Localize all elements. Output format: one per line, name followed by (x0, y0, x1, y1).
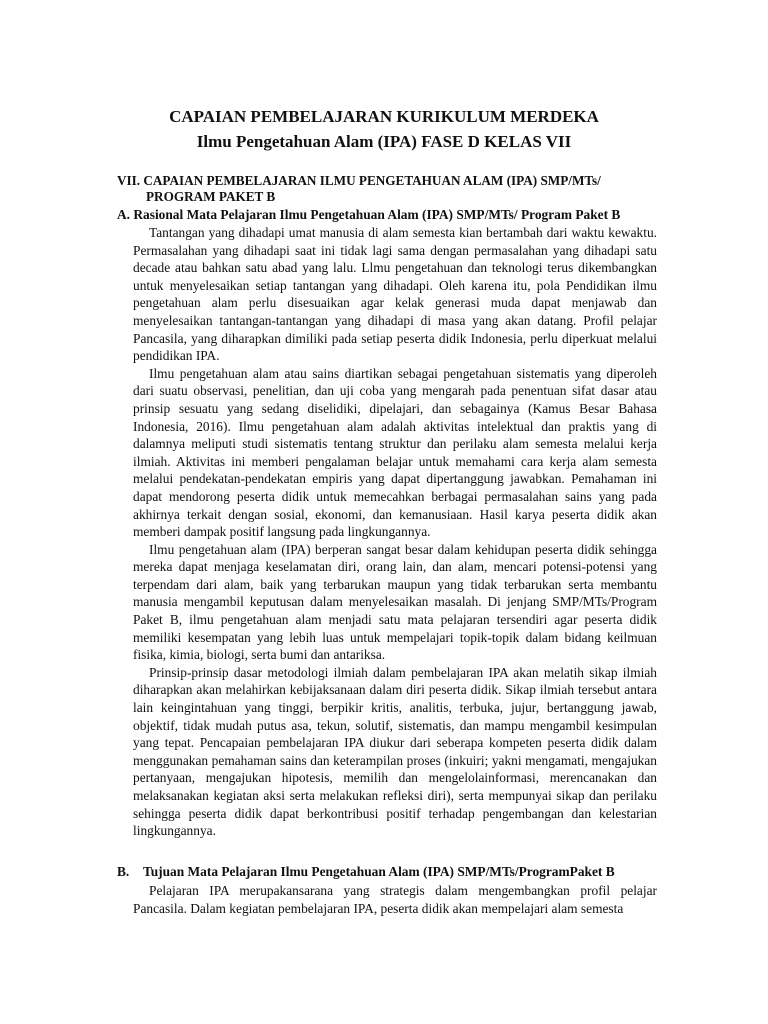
section-vii-heading-line1: VII. CAPAIAN PEMBELAJARAN ILMU PENGETAHUAN ALAM (IPA) SMP/MTs/ (117, 173, 601, 188)
section-b-body (133, 882, 657, 917)
document-subtitle: Ilmu Pengetahuan Alam (IPA) FASE D KELAS VII (196, 132, 572, 151)
document-title: CAPAIAN PEMBELAJARAN KURIKULUM MERDEKA (169, 107, 599, 126)
section-a-paragraph-2: Ilmu pengetahuan alam atau sains diartikan sebagai pengetahuan sistematis yang diperoleh dari suatu observasi, penelitian, dan uji coba yang mengarah pada penentuan sifat dasar atau prinsip sesuatu yang sedang diselidiki, dipelajari, dan sebagainya (Kamus Besar Bahasa Indonesia, 2016). Ilmu pengetahuan alam adalah aktivitas intelektual dan praktis yang di dalamnya meliputi studi sistematis tentang struktur dan perilaku alam semesta melalui kerja ilmiah. Aktivitas ini memberi pengalaman belajar untuk memahami cara kerja alam semesta melalui pendekatan-pendekatan empiris yang dapat dipertanggung jawabkan. Pemahaman ini dapat mendorong peserta didik untuk memecahkan berbagai permasalahan sains yang pada akhirnya terkait dengan sosial, ekonomi, dan kemanusiaan. Hasil karya peserta didik akan memberi dampak positif langsung pada lingkungannya. (133, 365, 657, 540)
section-a-paragraph-3: Ilmu pengetahuan alam (IPA) berperan sangat besar dalam kehidupan peserta didik sehingga mereka dapat menjaga keselamatan diri, orang lain, dan alam, mencari potensi-potensi yang terpendam dari alam, baik yang terbarukan maupun yang tidak terbarukan serta membantu manusia mengambil keputusan dalam menyelesaikan masalah. Di jenjang SMP/MTs/Program Paket B, ilmu pengetahuan alam menjadi satu mata pelajaran tersendiri agar peserta didik memiliki kesempatan yang lebih luas untuk mempelajari topik-topik dalam bidang keilmuan fisika, kimia, biologi, serta bumi dan antariksa. (133, 541, 657, 663)
section-b-letter: B. (117, 864, 130, 879)
section-vii-heading (117, 173, 677, 205)
section-b-paragraph-1: Pelajaran IPA merupakansarana yang strategis dalam mengembangkan profil pelajar Pancasila. Dalam kegiatan pembelajaran IPA, peserta didik akan mempelajari alam semesta (133, 883, 657, 916)
section-b-heading (117, 864, 677, 880)
section-vii-heading-line2: PROGRAM PAKET B (146, 189, 276, 204)
section-a-paragraph-4: Prinsip-prinsip dasar metodologi ilmiah dalam pembelajaran IPA akan melatih sikap ilmiah diharapkan akan melahirkan kebijaksanaan dalam diri peserta didik. Sikap ilmiah tersebut antara lain keingintahuan yang tinggi, berpikir kritis, analitis, terbuka, jujur, bertanggung jawab, objektif, tidak mudah putus asa, tekun, solutif, sistematis, dan mampu mengambil kesimpulan yang tepat. Pencapaian pembelajaran IPA diukur dari seberapa kompeten peserta didik dalam menggunakan pemahaman sains dan keterampilan proses (inkuiri; yakni mengamati, mengajukan pertanyaan, mengajukan hipotesis, memilih dan mengelolainformasi, merencanakan dan melaksanakan kegiatan aksi serta melakukan refleksi diri), serta mempunyai sikap dan perilaku sehingga peserta didik dapat berkontribusi positif terhadap pengembangan dan kelestarian lingkungannya. (133, 664, 657, 839)
section-b-heading-text: Tujuan Mata Pelajaran Ilmu Pengetahuan Alam (IPA) SMP/MTs/ProgramPaket B (143, 864, 615, 879)
section-a-paragraph-1: Tantangan yang dihadapi umat manusia di alam semesta kian bertambah dari waktu kewaktu. Permasalahan yang dihadapi saat ini tidak lagi sama dengan permasalahan yang dihadapi satu decade atau bahkan satu abad yang lalu. Llmu pengetahuan dan teknologi terus dikembangkan untuk menyelesaikan setiap tantangan yang dihadapi. Oleh karena itu, pola Pendidikan ilmu pengetahuan alam perlu disesuaikan agar kelak generasi muda dapat menjawab dan menyelesaikan tantangan-tantangan yang dihadapi di masa yang akan datang. Profil pelajar Pancasila, yang diharapkan dimiliki pada setiap peserta didik Indonesia, perlu diperkuat melalui pendidikan IPA. (133, 225, 657, 364)
section-a-heading: A. Rasional Mata Pelajaran Ilmu Pengetahuan Alam (IPA) SMP/MTs/ Program Paket B (117, 207, 621, 222)
section-a-body (133, 224, 657, 840)
